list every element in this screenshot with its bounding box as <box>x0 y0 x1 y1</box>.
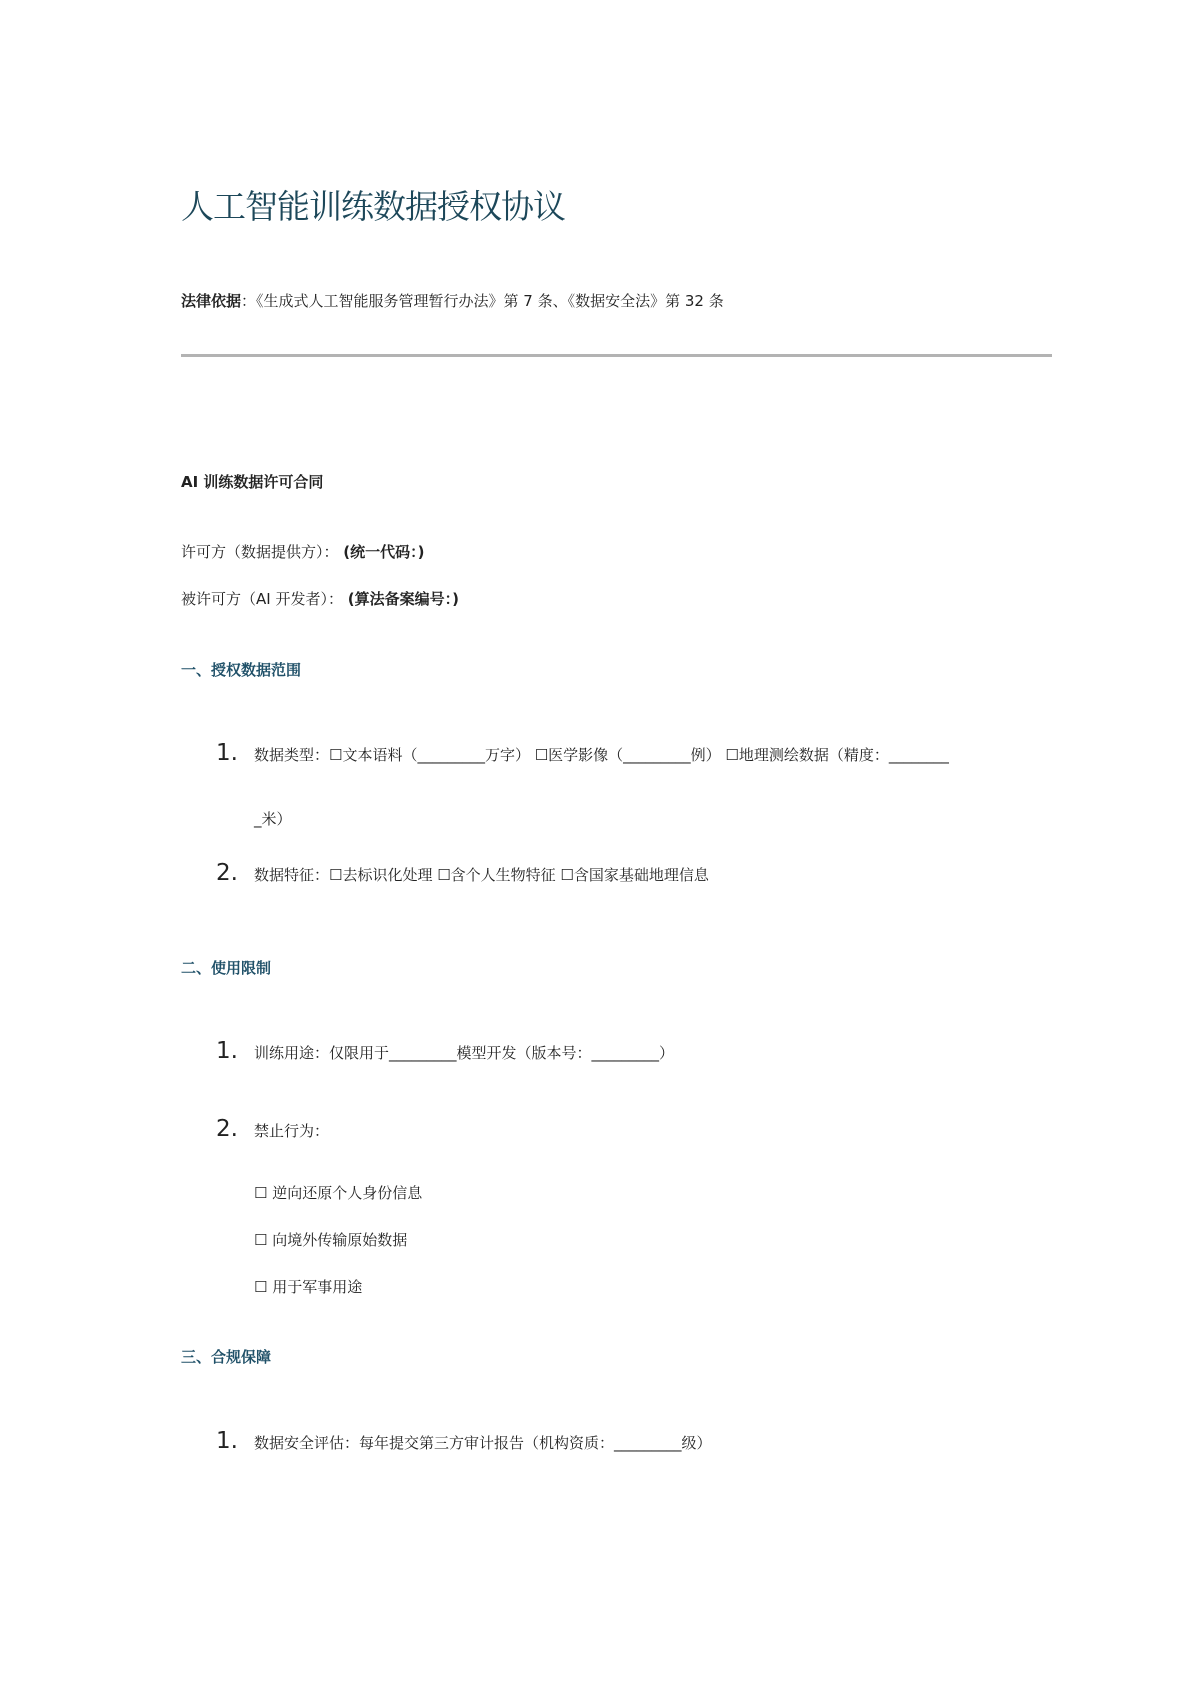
security-assessment-text: 数据安全评估：每年提交第三方审计报告（机构资质：_________级） <box>254 1434 712 1452</box>
licensor-line <box>181 541 425 562</box>
list-number: 2. <box>216 1116 238 1142</box>
training-use-text: 训练用途：仅限用于_________模型开发（版本号：_________） <box>254 1044 675 1062</box>
list-number: 2. <box>216 860 238 886</box>
list-number: 1. <box>216 1428 238 1454</box>
data-type-continuation: _米） <box>254 810 292 828</box>
section-heading-restrictions: 二、使用限制 <box>181 959 272 977</box>
horizontal-divider <box>181 354 1052 357</box>
list-item <box>216 740 949 766</box>
prohibited-item: ☐ 逆向还原个人身份信息 <box>254 1184 423 1202</box>
licensor-label: 许可方（数据提供方）： <box>181 543 339 561</box>
contract-subtitle: AI 训练数据许可合同 <box>181 473 324 491</box>
document-title: 人工智能训练数据授权协议 <box>181 187 565 226</box>
list-number: 1. <box>216 740 238 766</box>
licensee-code: (算法备案编号：) <box>347 590 459 608</box>
data-feature-text: 数据特征：☐去标识化处理 ☐含个人生物特征 ☐含国家基础地理信息 <box>254 866 709 884</box>
licensor-code: (统一代码：) <box>343 543 425 561</box>
legal-basis-label: 法律依据 <box>181 292 242 310</box>
list-number: 1. <box>216 1038 238 1064</box>
licensee-label: 被许可方（AI 开发者）： <box>181 590 343 608</box>
list-item <box>216 1428 712 1454</box>
list-item <box>216 1116 329 1142</box>
legal-basis-text: ：《生成式人工智能服务管理暂行办法》第 7 条、《数据安全法》第 32 条 <box>241 292 724 310</box>
data-type-text: 数据类型：☐文本语料（_________万字） ☐医学影像（_________例） ☐地理测绘数据（精度：________ <box>254 746 949 764</box>
prohibited-item: ☐ 向境外传输原始数据 <box>254 1231 408 1249</box>
section-heading-scope: 一、授权数据范围 <box>181 661 302 679</box>
licensee-line <box>181 588 459 609</box>
legal-basis <box>181 290 724 311</box>
prohibited-item: ☐ 用于军事用途 <box>254 1278 363 1296</box>
list-item <box>216 860 709 886</box>
prohibited-label: 禁止行为： <box>254 1122 330 1140</box>
list-item <box>216 1038 674 1064</box>
section-heading-compliance: 三、合规保障 <box>181 1348 272 1366</box>
